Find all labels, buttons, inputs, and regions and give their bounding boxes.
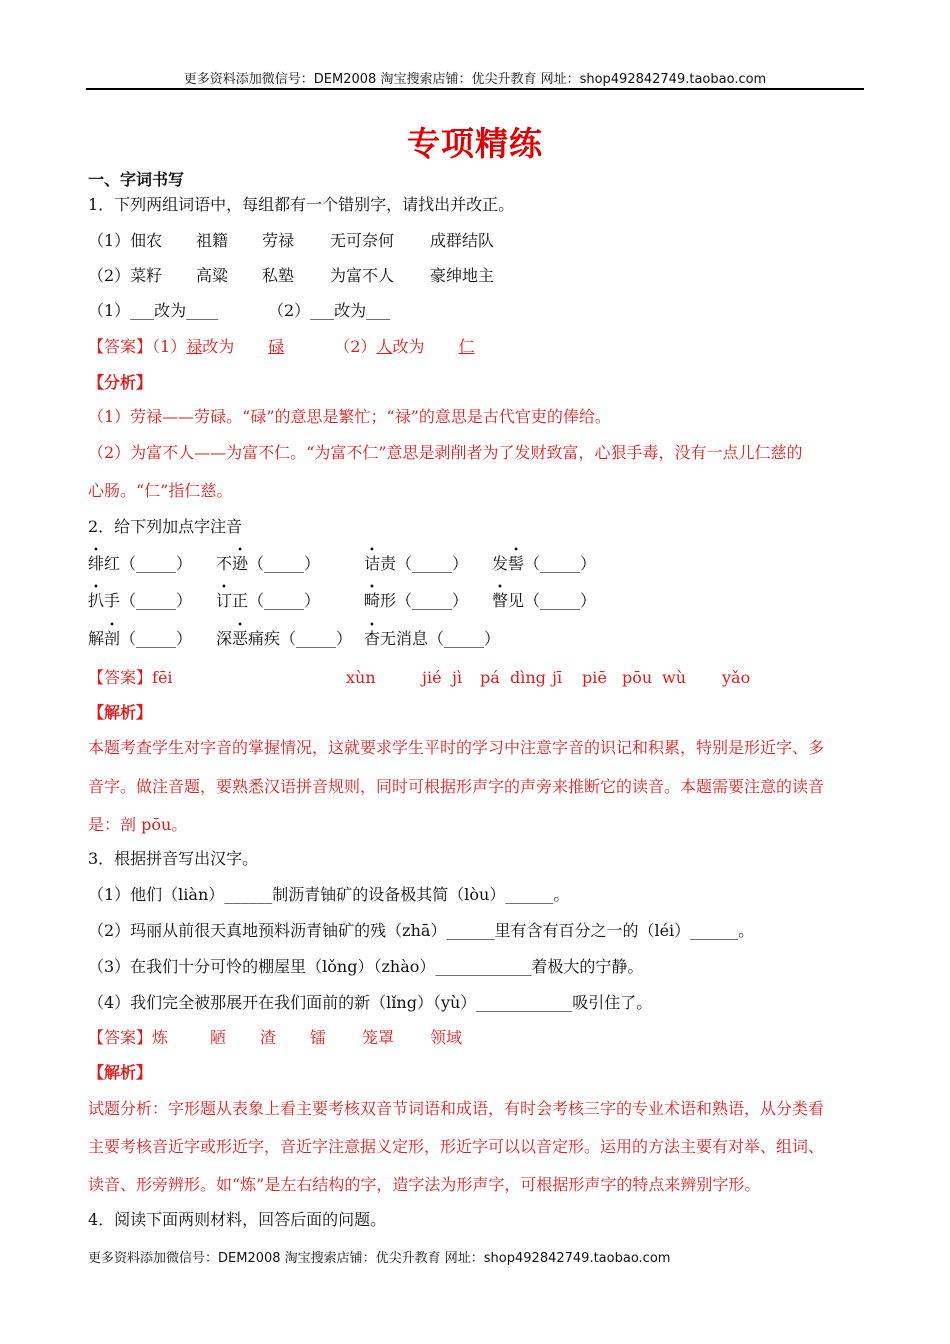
word: 祖籍 xyxy=(196,231,229,250)
answer: wù xyxy=(662,668,686,687)
answer-part: 仁 xyxy=(458,337,475,356)
q1-analysis-tag: 【分析】 xyxy=(88,373,153,392)
page-header: 更多资料添加微信号：DEM2008 淘宝搜索店铺：优尖升教育 网址：shop492842749.taobao.com xyxy=(183,72,767,87)
answer-part: 改为 xyxy=(202,337,235,356)
answer-part: 禄 xyxy=(186,337,203,356)
q3-line-4: （4）我们完全被那展开在我们面前的新（lǐng）（yù）____________吸引住了。 xyxy=(88,993,653,1012)
word: 成群结队 xyxy=(430,231,495,250)
answer: pōu xyxy=(622,668,653,687)
q2-row2 xyxy=(88,590,596,612)
answer: jì xyxy=(452,668,463,687)
pinyin-item: 深恶痛疾（_____） xyxy=(216,629,353,648)
q1-stem: 1．下列两组词语中，每组都有一个错别字，请找出并改正。 xyxy=(88,195,515,214)
q1-row2 xyxy=(88,265,494,287)
word: 无可奈何 xyxy=(330,231,395,250)
q3-stem: 3．根据拼音写出汉字。 xyxy=(88,849,259,868)
word: （2）菜籽 xyxy=(88,266,163,285)
word: 高粱 xyxy=(196,266,229,285)
word: 劳禄 xyxy=(262,231,295,250)
word: 为富不人 xyxy=(330,266,395,285)
q1-analysis-3: 心肠。“仁”指仁慈。 xyxy=(88,481,233,500)
answer: 渣 xyxy=(260,1028,277,1047)
q2-analysis-2: 音字。做注音题，要熟悉汉语拼音规则，同时可根据形声字的声旁来推断它的读音。本题需要注意的读音 xyxy=(88,777,825,796)
q3-line-3: （3）在我们十分可怜的棚屋里（lǒng）（zhào）____________着极大的宁静。 xyxy=(88,957,644,976)
word: 豪绅地主 xyxy=(430,266,495,285)
answer-tag: 【答案】炼 xyxy=(88,1028,169,1047)
answer: dìng xyxy=(510,668,546,687)
page-footer: 更多资料添加微信号：DEM2008 淘宝搜索店铺：优尖升教育 网址：shop492842749.taobao.com xyxy=(88,1251,671,1266)
header-rule xyxy=(86,88,864,90)
answer-part: 人 xyxy=(376,337,393,356)
q3-analysis-3: 读音、形旁辨形。如“炼”是左右结构的字，造字法为形声字，可根据形声字的特点来辨别字形。 xyxy=(88,1175,761,1194)
page-title: 专项精练 xyxy=(407,124,543,163)
q2-analysis-3: 是：剖 pōu。 xyxy=(88,815,188,834)
section-heading: 一、字词书写 xyxy=(88,170,185,189)
blank: （2）___改为___ xyxy=(268,301,391,320)
q3-answer xyxy=(88,1027,462,1049)
answer-tag: 【答案】fēi xyxy=(88,668,173,687)
answer: pá xyxy=(480,668,500,687)
q3-line-1: （1）他们（liàn）______制沥青铀矿的设备极其简（lòu）______。 xyxy=(88,885,570,904)
answer: 镭 xyxy=(310,1028,327,1047)
pinyin-item: 诘责（_____） xyxy=(364,554,469,573)
q1-answer xyxy=(88,336,474,358)
q3-analysis-2: 主要考核音近字或形近字，音近字注意据义定形，形近字可以以音定形。运用的方法主要有对举、组词、 xyxy=(88,1137,825,1156)
pinyin-item: 解剖（_____） xyxy=(88,629,193,648)
q3-analysis-1: 试题分析：字形题从表象上看主要考核双音节词语和成语，有时会考核三字的专业术语和熟语，从分类看 xyxy=(88,1099,825,1118)
pinyin-item: 发髻（_____） xyxy=(492,554,597,573)
pinyin-item: 杳无消息（_____） xyxy=(364,629,501,648)
q1-analysis-1: （1）劳禄——劳碌。“碌”的意思是繁忙；“禄”的意思是古代官吏的俸给。 xyxy=(88,407,611,426)
q4-stem: 4．阅读下面两则材料，回答后面的问题。 xyxy=(88,1210,387,1229)
answer: xùn xyxy=(346,668,376,687)
answer-part: （1） xyxy=(152,337,187,356)
pinyin-item: 瞥见（_____） xyxy=(492,591,597,610)
pinyin-item: 畸形（_____） xyxy=(364,591,469,610)
q1-blanks xyxy=(88,300,390,322)
q2-answer xyxy=(88,667,750,689)
answer: jī xyxy=(552,668,563,687)
q2-stem: 2．给下列加点字注音 xyxy=(88,517,243,536)
q2-row1 xyxy=(88,553,596,575)
answer: 陋 xyxy=(210,1028,227,1047)
answer: 笼罩 xyxy=(362,1028,395,1047)
q2-analysis-tag: 【解析】 xyxy=(88,703,153,722)
pinyin-item: 订正（_____） xyxy=(216,591,321,610)
q1-analysis-2: （2）为富不人——为富不仁。“为富不仁”意思是剥削者为了发财致富，心狠手毒，没有一点儿仁慈的 xyxy=(88,443,803,462)
pinyin-item: 绯红（_____） xyxy=(88,554,193,573)
answer-part: （2） xyxy=(334,337,377,356)
answer-tag: 【答案】 xyxy=(88,337,153,356)
blank: （1）___改为____ xyxy=(88,301,219,320)
answer: 领域 xyxy=(430,1028,463,1047)
word: 私塾 xyxy=(262,266,295,285)
q1-row1 xyxy=(88,230,494,252)
pinyin-item: 扒手（_____） xyxy=(88,591,193,610)
pinyin-item: 不逊（_____） xyxy=(216,554,321,573)
answer-part: 碌 xyxy=(268,337,285,356)
q3-line-2: （2）玛丽从前很天真地预料沥青铀矿的残（zhā）______里有含有百分之一的（léi）______。 xyxy=(88,921,755,940)
answer: piē xyxy=(582,668,607,687)
answer: jié xyxy=(422,668,442,687)
answer: yǎo xyxy=(722,668,751,687)
answer-part: 改为 xyxy=(392,337,425,356)
word: （1）佃农 xyxy=(88,231,163,250)
q2-analysis-1: 本题考查学生对字音的掌握情况，这就要求学生平时的学习中注意字音的识记和积累，特别是形近字、多 xyxy=(88,738,825,757)
q3-analysis-tag: 【解析】 xyxy=(88,1063,153,1082)
q2-row3 xyxy=(88,628,500,650)
